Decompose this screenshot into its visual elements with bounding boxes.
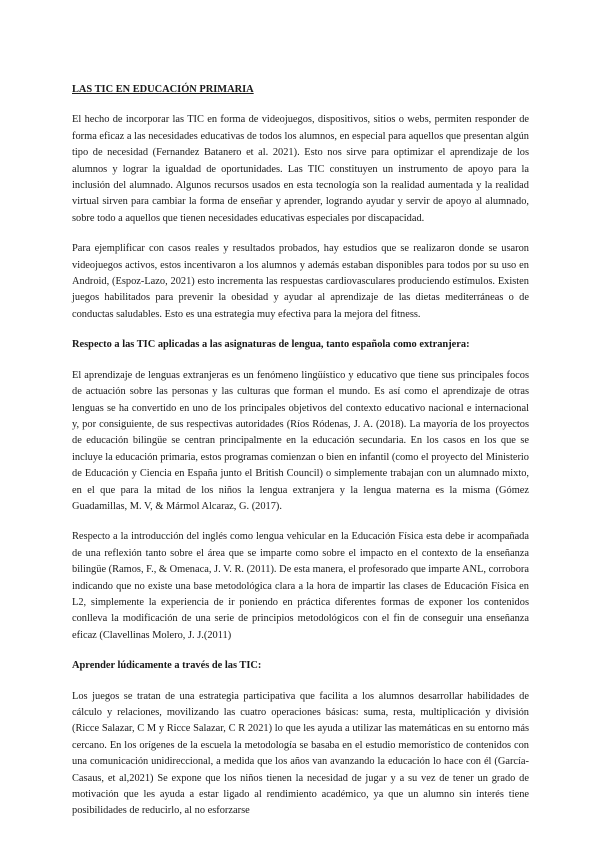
paragraph-tic-inclusion: El hecho de incorporar las TIC en forma de videojuegos, dispositivos, sitios o webs, permiten responder de forma eficaz a las necesidades educativas de todos los alumnos, en especial para aquellos que presentan algún tipo de necesidad (Fernandez Batanero et al. 2021). Esto nos sirve para optimizar el aprendizaje de los alumnos y lograr la igualdad de oportunidades. Las TIC constituyen un instrumento de apoyo para la inclusión del alumnado. Algunos recursos usados en esta tecnología son la realidad aumentada y la realidad virtual sirven para cambiar la forma de enseñar y aprender, logrando ayudar y servir de apoyo al alumnado, sobre todo a aquellos que tienen necesidades educativas especiales por discapacidad. (72, 114, 529, 224)
document-title-block (72, 82, 529, 98)
paragraph-lenguas-extranjeras: El aprendizaje de lenguas extranjeras es un fenómeno lingüístico y educativo que tiene sus principales focos de actuación sobre las personas y las culturas que forman el mundo. Es así como el aprendizaje de otras lenguas se ha convertido en uno de los principales objetivos del contexto educativo nacional e internacional y, por consiguiente, de sus respectivas autoridades (Ríos Ródenas, J. A. (2018). La mayoría de los proyectos de educación bilingüe se centran principalmente en la educación secundaria. En los casos en los que se incluye la educación primaria, estos programas comienzan o bien en infantil (como el proyecto del Ministerio de Educación y Ciencia en España junto el British Council) o simplemente trabajan con un alumnado mixto, en el que para la mitad de los niños la lengua extranjera y la lengua materna es la misma (Gómez Guadamillas, M. V, & Mármol Alcaraz, G. (2017). (72, 369, 529, 512)
paragraph-videojuegos-activos: Para ejemplificar con casos reales y resultados probados, hay estudios que se realizaron donde se usaron videojuegos activos, estos incentivaron a los alumnos y además estaban disponibles para todos por su uso en Android, (Espoz-Lazo, 2021) esto incrementa las respuestas cardiovasculares produciendo estímulos. Existen juegos habilitados para prevenir la obesidad y ayudar al aprendizaje de las dietas mediterráneas o de conductas saludables. Esto es una estrategia muy efectiva para la mejora del fitness. (72, 243, 529, 320)
document-page (72, 82, 529, 834)
paragraph-juegos-matematicas: Los juegos se tratan de una estrategia participativa que facilita a los alumnos desarrollar habilidades de cálculo y relaciones, movilizando las cuatro operaciones básicas: suma, resta, multiplicación y división (Ricce Salazar, C M y Ricce Salazar, C R 2021) lo que les ayuda a utilizar las matemáticas en su entorno más cercano. En los orígenes de la escuela la metodología se basaba en el estudio memorístico de contenidos con una comunicación unidireccional, a medida que los años van avanzando la educación lo hace con él (García-Casaus, et al,2021) Se expone que los niños tienen la necesidad de jugar y a su vez de tener un grado de motivación que les ayuda a estar ligado al rendimiento académico, ya que un alumno sin interés tiene posibilidades de reducirlo, al no esforzarse (72, 690, 529, 817)
section-heading-lengua: Respecto a las TIC aplicadas a las asignaturas de lengua, tanto española como extranjera: (72, 339, 470, 351)
document-title: LAS TIC EN EDUCACIÓN PRIMARIA (72, 84, 254, 95)
section-heading-ludico: Aprender lúdicamente a través de las TIC: (72, 660, 262, 672)
paragraph-ingles-educacion-fisica: Respecto a la introducción del inglés como lengua vehicular en la Educación Física esta debe ir acompañada de una reflexión tanto sobre el área que se imparte como sobre el impacto en el contexto de la enseñanza bilingüe (Ramos, F., & Omenaca, J. V. R. (2011). De esta manera, el profesorado que imparte ANL, corrobora indicando que no existe una base metodológica clara a la hora de impartir las clases de Educación Física en L2, simplemente la experiencia de ir poniendo en práctica diferentes formas de exponer los contenidos conlleva la modificación de una serie de principios metodológicos con el fin de conseguir una enseñanza eficaz (Clavellinas Molero, J. J.(2011) (72, 531, 529, 641)
